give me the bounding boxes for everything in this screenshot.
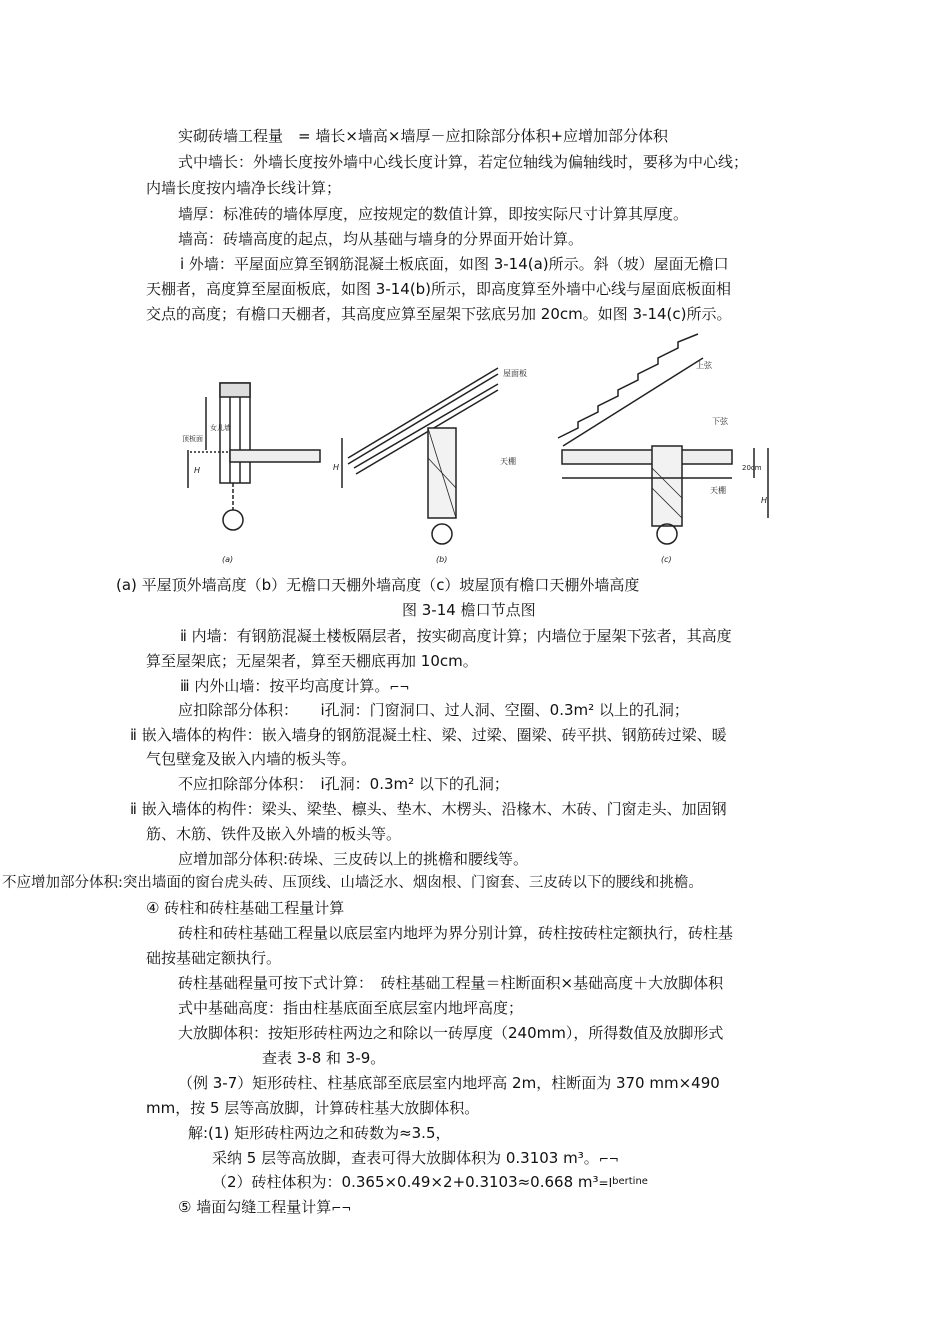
text-line: 应增加部分体积:砖垛、三皮砖以上的挑檐和腰线等。 — [178, 850, 529, 868]
diagram-b — [342, 368, 498, 544]
figure-caption-parts: (a) 平屋顶外墙高度（b）无檐口天棚外墙高度（c）坡屋顶有檐口天棚外墙高度 — [116, 576, 640, 594]
figure-caption-title: 图 3-14 檐口节点图 — [402, 601, 536, 619]
text-line: 砖柱和砖柱基础工程量以底层室内地坪为界分别计算，砖柱按砖柱定额执行，砖柱基 — [178, 924, 734, 942]
label-upper-chord: 上弦 — [696, 361, 712, 370]
text-line: 筋、木筋、铁件及嵌入外墙的板头等。 — [146, 825, 402, 843]
label-slab-top: 顶板面 — [182, 435, 203, 443]
label-c: (c) — [661, 555, 672, 564]
text-line: 解:(1) 矩形砖柱两边之和砖数为≈3.5， — [188, 1124, 451, 1142]
stray-mark: ⌐¬ — [389, 680, 410, 694]
label-height-b: H — [333, 463, 340, 472]
text-line: ⅱ 嵌入墙体的构件：嵌入墙身的钢筋混凝土柱、梁、过梁、圈梁、砖平拱、钢筋砖过梁、暖 — [130, 726, 727, 744]
text-line: 气包壁龛及嵌入内墙的板头等。 — [146, 750, 357, 768]
section-heading: ④ 砖柱和砖柱基础工程量计算 — [146, 899, 345, 917]
text-line: （例 3-7）矩形砖柱、柱基底部至底层室内地坪高 2m，柱断面为 370 mm×490 — [178, 1074, 720, 1092]
text-line: 查表 3-8 和 3-9。 — [262, 1049, 386, 1067]
label-roof-board: 屋面板 — [503, 369, 527, 378]
text-line: 不应扣除部分体积： ⅰ孔洞：0.3m² 以下的孔洞； — [178, 775, 509, 793]
diagram-c — [558, 334, 768, 544]
text-line: 应扣除部分体积： ⅰ孔洞：门窗洞口、过人洞、空圈、0.3m² 以上的孔洞； — [178, 701, 689, 719]
eave-detail-figure — [158, 328, 790, 570]
text-line: 算至屋架底；无屋架者，算至天棚底再加 10cm。 — [146, 652, 478, 670]
text-line: 墙厚：标准砖的墙体厚度，应按规定的数值计算，即按实际尺寸计算其厚度。 — [178, 205, 689, 223]
stray-mark: ⌐¬ — [331, 1201, 352, 1215]
label-height-c: H — [761, 496, 768, 505]
stray-mark-sup: ber — [612, 1176, 629, 1187]
text-line: 交点的高度；有檐口天棚者，其高度应算至屋架下弦底另加 20cm。如图 3-14(c)所示。 — [146, 305, 732, 323]
text-line: mm，按 5 层等高放脚，计算砖柱基大放脚体积。 — [146, 1099, 480, 1117]
text-line: ⅱ 嵌入墙体的构件：梁头、梁垫、檩头、垫木、木楞头、沿椽木、木砖、门窗走头、加固钢 — [130, 800, 727, 818]
text-line: 式中墙长：外墙长度按外墙中心线长度计算，若定位轴线为偏轴线时，要移为中心线； — [178, 153, 749, 171]
text-line: 天棚者，高度算至屋面板底，如图 3-14(b)所示，即高度算至外墙中心线与屋面底板面相 — [146, 280, 732, 298]
text-line: 式中基础高度：指由柱基底面至底层室内地坪高度； — [178, 999, 524, 1017]
text-line: ⅰ 外墙：平屋面应算至钢筋混凝土板底面，如图 3-14(a)所示。斜（坡）屋面无檐口 — [180, 255, 729, 273]
stray-mark: ⌐¬ — [598, 1152, 619, 1166]
text-line: 实砌砖墙工程量 = 墙长×墙高×墙厚－应扣除部分体积+应增加部分体积 — [178, 127, 669, 145]
text-line: 墙高：砖墙高度的起点，均从基础与墙身的分界面开始计算。 — [178, 230, 584, 248]
label-lower-chord: 下弦 — [712, 417, 728, 426]
label-height-a: H — [194, 466, 201, 475]
text-line: ⅲ 内外山墙：按平均高度计算。⌐¬ — [180, 677, 410, 695]
label-ceiling-c: 天棚 — [710, 486, 726, 495]
text-line: 础按基础定额执行。 — [146, 949, 282, 967]
text-line: 内墙长度按内墙净长线计算； — [146, 179, 342, 197]
stray-mark: =I — [598, 1176, 613, 1190]
text-line: 不应增加部分体积:突出墙面的窗台虎头砖、压顶线、山墙泛水、烟囱根、门窗套、三皮砖以下的腰线和挑檐。 — [2, 875, 703, 891]
stray-mark-sub: tine — [628, 1176, 648, 1187]
text-line: ⅱ 内墙：有钢筋混凝土楼板隔层者，按实砌高度计算；内墙位于屋架下弦者，其高度 — [180, 627, 732, 645]
label-a: (a) — [222, 555, 234, 564]
diagram-a — [188, 383, 320, 530]
label-20cm: 20cm — [742, 464, 762, 472]
text-line: 大放脚体积：按矩形砖柱两边之和除以一砖厚度（240mm），所得数值及放脚形式 — [178, 1024, 724, 1042]
section-heading: ⑤ 墙面勾缝工程量计算⌐¬ — [178, 1198, 352, 1216]
label-ceiling-b: 天棚 — [500, 457, 516, 466]
text-line: （2）砖柱体积为：0.365×0.49×2+0.3103≈0.668 $m^3=I^{bertine}$ — [212, 1173, 648, 1191]
label-parapet: 女儿墙 — [210, 424, 231, 432]
label-b: (b) — [436, 555, 448, 564]
text-line: 砖柱基础程量可按下式计算： 砖柱基础工程量＝柱断面积×基础高度＋大放脚体积 — [178, 974, 724, 992]
text-line: 采纳 5 层等高放脚，查表可得大放脚体积为 0.3103 m³。⌐¬ — [212, 1149, 619, 1167]
